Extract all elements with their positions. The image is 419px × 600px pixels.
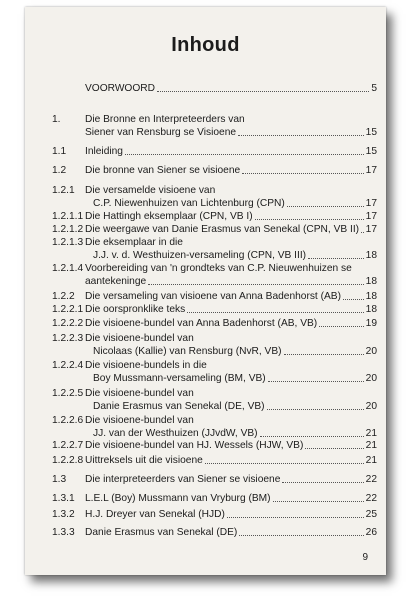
dot-leader — [282, 482, 363, 483]
toc-entry-text: Boy Mussmann-versameling (BM, VB) — [93, 372, 266, 384]
toc-entry-number: 1.2.1.2 — [52, 224, 84, 235]
toc-entry-number: 1.2.2.8 — [52, 455, 84, 466]
toc-entry[interactable] — [93, 428, 377, 440]
toc-entry-text: J.J. v. d. Westhuizen-versameling (CPN, VB III) — [93, 249, 307, 261]
toc-page-number: 22 — [365, 493, 377, 504]
toc-entry[interactable] — [85, 127, 377, 139]
dot-leader — [361, 232, 364, 233]
toc-entry-number: 1.2.2.3 — [52, 333, 84, 344]
toc-entry[interactable] — [85, 527, 377, 539]
dot-leader — [343, 299, 364, 300]
toc-entry-number: 1.2.1 — [52, 185, 75, 196]
toc-entry-text: Die weergawe van Danie Erasmus van Senekal (CPN, VB II) — [85, 224, 360, 235]
dot-leader — [308, 258, 364, 259]
toc-entry-text: Die visioene-bundel van HJ. Wessels (HJW, VB) — [85, 440, 304, 451]
toc-page-number: 25 — [365, 509, 377, 520]
toc-entry-number: 1.2.2 — [52, 291, 75, 302]
toc-page-number: 17 — [365, 197, 377, 209]
toc-entry-text: Uittreksels uit die visioene — [85, 455, 203, 466]
toc-entry-text: Danie Erasmus van Senekal (DE) — [85, 527, 238, 538]
toc-entry-text: Voorbereiding van 'n grondteks van C.P. Nieuwenhuizen se — [85, 263, 352, 274]
dot-leader — [287, 206, 364, 207]
toc-entry[interactable] — [85, 493, 377, 505]
toc-entry[interactable] — [85, 83, 377, 95]
toc-entry-text: Siener van Rensburg se Visioene — [85, 126, 237, 138]
toc-entry-text: Die oorspronklike teks — [85, 304, 186, 315]
toc-page-number: 18 — [365, 275, 377, 287]
toc-entry-text: Die bronne van Siener se visioene — [85, 165, 241, 176]
toc-page-number: 20 — [365, 400, 377, 412]
page-number: 9 — [362, 552, 368, 563]
toc-page-number: 21 — [365, 427, 377, 439]
toc-page-number: 20 — [365, 372, 377, 384]
toc-entry[interactable] — [85, 224, 377, 236]
toc-entry-number: 1.2.1.3 — [52, 237, 84, 248]
dot-leader — [242, 173, 363, 174]
toc-entry-text: Die versameling van visioene van Anna Badenhorst (AB) — [85, 291, 341, 302]
dot-leader — [157, 91, 369, 92]
toc-page-number: 26 — [365, 527, 377, 538]
toc-entry[interactable] — [85, 146, 377, 158]
toc-entry-number: 1.3.2 — [52, 509, 75, 520]
toc-entry[interactable] — [85, 165, 377, 177]
toc-entry-number: 1.2.2.2 — [52, 318, 84, 329]
toc-entry-number: 1.3.1 — [52, 493, 75, 504]
toc-page-number: 17 — [365, 224, 377, 235]
toc-entry[interactable] — [93, 346, 377, 358]
toc-entry[interactable] — [93, 401, 377, 413]
toc-page-number: 18 — [365, 249, 377, 261]
toc-entry[interactable] — [93, 373, 377, 385]
toc-entry-number: 1.2.2.6 — [52, 415, 84, 426]
dot-leader — [227, 517, 364, 518]
dot-leader — [125, 154, 364, 155]
toc-entry[interactable] — [85, 474, 377, 486]
toc-entry-number: 1.2.2.5 — [52, 388, 84, 399]
dot-leader — [267, 409, 364, 410]
toc-entry-text: Die visioene-bundel van — [85, 388, 194, 399]
toc-page-number: 5 — [371, 83, 377, 94]
toc-entry-number: 1.3 — [52, 474, 67, 485]
toc-entry-number: 1. — [52, 114, 61, 125]
book-page — [25, 7, 386, 575]
toc-entry-number: 1.2.1.1 — [52, 211, 84, 222]
toc-entry-text: aantekeninge — [85, 275, 147, 287]
toc-entry[interactable] — [85, 440, 377, 452]
dot-leader — [260, 436, 364, 437]
dot-leader — [268, 381, 364, 382]
dot-leader — [273, 501, 364, 502]
toc-page-number: 17 — [365, 211, 377, 222]
toc-entry-number: 1.2 — [52, 165, 67, 176]
toc-entry-text: Inleiding — [85, 146, 123, 157]
toc-entry-text: Die Hattingh eksemplaar (CPN, VB I) — [85, 211, 253, 222]
dot-leader — [284, 354, 364, 355]
toc-entry[interactable] — [93, 198, 377, 210]
toc-page-number: 18 — [365, 304, 377, 315]
toc-entry-number: 1.3.3 — [52, 527, 75, 538]
dot-leader — [319, 326, 363, 327]
toc-entry-text: VOORWOORD — [85, 83, 155, 94]
toc-entry-number: 1.1 — [52, 146, 67, 157]
toc-page-number: 21 — [365, 455, 377, 466]
toc-entry-number: 1.2.2.4 — [52, 360, 84, 371]
toc-entry[interactable] — [85, 304, 377, 316]
toc-page-number: 19 — [365, 318, 377, 329]
toc-entry-text: Die Bronne en Interpreteerders van — [85, 114, 245, 125]
toc-page-number: 21 — [365, 440, 377, 451]
toc-entry[interactable] — [85, 211, 377, 223]
toc-entry-text: C.P. Niewenhuizen van Lichtenburg (CPN) — [93, 197, 285, 209]
toc-entry-text: Die visioene-bundels in die — [85, 360, 207, 371]
toc-page-number: 20 — [365, 345, 377, 357]
toc-entry[interactable] — [93, 250, 377, 262]
toc-entry-text: Nicolaas (Kallie) van Rensburg (NvR, VB) — [93, 345, 282, 357]
toc-entry-text: JJ. van der Westhuizen (JJvdW, VB) — [93, 427, 258, 439]
toc-entry-number: 1.2.1.4 — [52, 263, 84, 274]
toc-entry-text: Die visioene-bundel van Anna Badenhorst (AB, VB) — [85, 318, 318, 329]
dot-leader — [205, 463, 364, 464]
toc-entry-number: 1.2.2.1 — [52, 304, 84, 315]
toc-entry-number: 1.2.2.7 — [52, 440, 84, 451]
toc-page-number: 22 — [365, 474, 377, 485]
toc-page-number: 15 — [365, 146, 377, 157]
toc-entry-text: H.J. Dreyer van Senekal (HJD) — [85, 509, 225, 520]
toc-entry[interactable] — [85, 276, 377, 288]
toc-page-number: 18 — [365, 291, 377, 302]
dot-leader — [305, 448, 363, 449]
dot-leader — [255, 219, 364, 220]
toc-entry[interactable] — [85, 455, 377, 467]
dot-leader — [239, 535, 363, 536]
toc-entry-text: Die versamelde visioene van — [85, 185, 216, 196]
toc-entry-text: Die interpreteerders van Siener se visioene — [85, 474, 281, 485]
dot-leader — [148, 284, 363, 285]
dot-leader — [187, 312, 363, 313]
toc-entry-text: Danie Erasmus van Senekal (DE, VB) — [93, 400, 265, 412]
toc-entry-text: L.E.L (Boy) Mussmann van Vryburg (BM) — [85, 493, 271, 504]
toc-entry[interactable] — [85, 509, 377, 521]
page-title: Inhoud — [171, 34, 240, 56]
toc-page-number: 15 — [365, 126, 377, 138]
toc-entry-text: Die visioene-bundel van — [85, 333, 194, 344]
dot-leader — [238, 135, 364, 136]
toc-entry[interactable] — [85, 318, 377, 330]
toc-entry-text: Die eksemplaar in die — [85, 237, 183, 248]
toc-page-number: 17 — [365, 165, 377, 176]
toc-entry-text: Die visioene-bundel van — [85, 415, 194, 426]
toc-entry[interactable] — [85, 291, 377, 303]
